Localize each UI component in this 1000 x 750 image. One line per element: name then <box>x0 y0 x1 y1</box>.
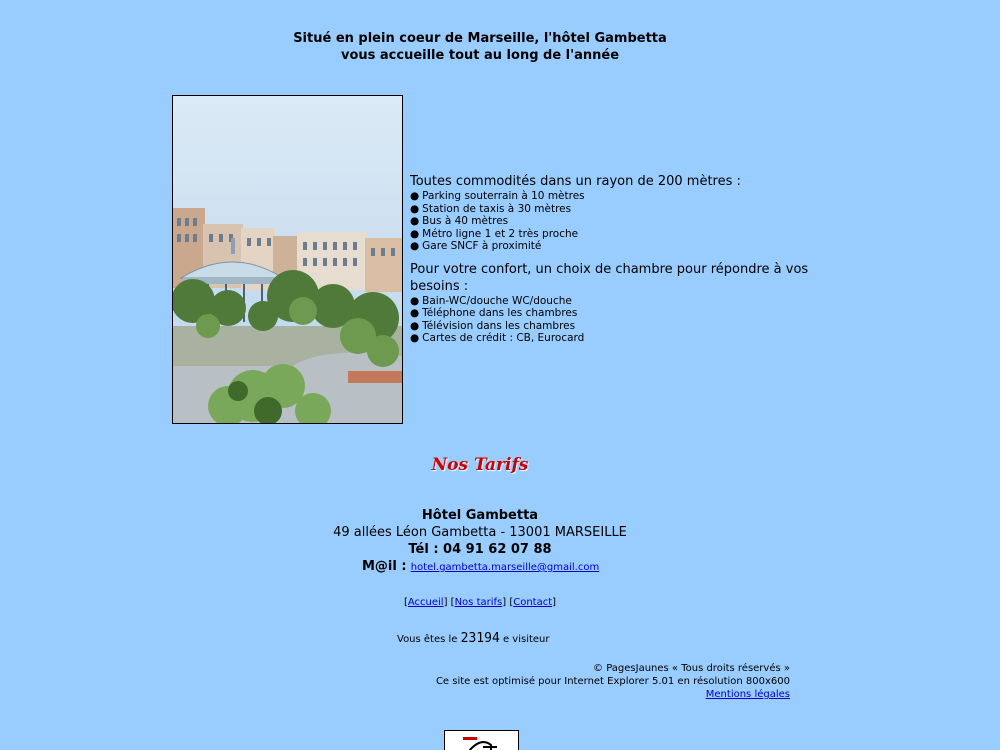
browser-notice: Ce site est optimisé pour Internet Explorer 5.01 en résolution 800x600 <box>435 676 790 687</box>
copyright-text: © PagesJaunes « Tous droits réservés » <box>593 663 790 674</box>
list-item: ● Station de taxis à 30 mètres <box>410 202 572 215</box>
list-item: ● Parking souterrain à 10 mètres <box>410 190 585 202</box>
page-header <box>230 30 730 64</box>
header-line-1: Situé en plein coeur de Marseille, l'hôtel Gambetta <box>293 31 667 46</box>
contact-block <box>280 507 680 576</box>
email-link[interactable]: hotel.gambetta.marseille@gmail.com <box>410 562 600 573</box>
nav-contact-link[interactable]: Contact <box>513 597 553 608</box>
bullet-icon: ● <box>410 319 420 332</box>
list-item: ● Télévision dans les chambres <box>410 319 576 332</box>
list-item: ● Cartes de crédit : CB, Eurocard <box>410 332 585 344</box>
list-item: ● Métro ligne 1 et 2 très proche <box>410 227 579 240</box>
counter-prefix: Vous êtes le <box>397 634 461 645</box>
list-item: ● Bus à 40 mètres <box>410 215 509 227</box>
hotel-name: Hôtel Gambetta <box>421 508 539 523</box>
visitor-counter <box>397 631 550 646</box>
counter-number: 23194 <box>460 631 500 646</box>
counter-suffix: e visiteur <box>499 634 550 645</box>
bullet-icon: ● <box>410 215 420 227</box>
amenities-intro-comfort: Pour votre confort, un choix de chambre pour répondre à vos besoins : <box>410 261 809 294</box>
pagesjaunes-logo-icon <box>445 731 518 750</box>
list-item: ● Gare SNCF à proximité <box>410 240 542 252</box>
nearby-services-list <box>410 190 810 253</box>
header-line-2: vous accueille tout au long de l'année <box>340 48 620 63</box>
bullet-icon: ● <box>410 240 420 252</box>
nav-tarifs-link[interactable]: Nos tarifs <box>454 597 503 608</box>
nav-accueil-link[interactable]: Accueil <box>407 597 444 608</box>
legal-notice-link[interactable]: Mentions légales <box>705 689 790 700</box>
nos-tarifs-link[interactable]: Nos Tarifs <box>431 455 529 475</box>
amenities-section <box>410 173 810 345</box>
room-features-list <box>410 295 810 345</box>
bullet-icon: ● <box>410 227 420 240</box>
hotel-square-photo <box>172 95 403 424</box>
bullet-icon: ● <box>410 190 420 202</box>
bullet-icon: ● <box>410 307 420 319</box>
mail-line <box>280 558 680 576</box>
bullet-icon: ● <box>410 294 420 307</box>
amenities-intro-nearby: Toutes commodités dans un rayon de 200 mètres : <box>410 174 741 189</box>
list-item: ● Téléphone dans les chambres <box>410 307 578 319</box>
footer-nav: [Accueil] [Nos tarifs] [Contact] <box>403 597 557 608</box>
hotel-phone: Tél : 04 91 62 07 88 <box>408 542 552 557</box>
bullet-icon: ● <box>410 202 420 215</box>
mail-label: M@il : <box>362 559 407 574</box>
bullet-icon: ● <box>410 332 420 344</box>
pagesjaunes-logo-badge[interactable] <box>444 730 519 750</box>
photo-illustration <box>173 96 402 423</box>
hotel-address: 49 allées Léon Gambetta - 13001 MARSEILLE <box>333 525 627 540</box>
list-item: ● Bain-WC/douche WC/douche <box>410 294 572 307</box>
footer <box>436 662 790 701</box>
